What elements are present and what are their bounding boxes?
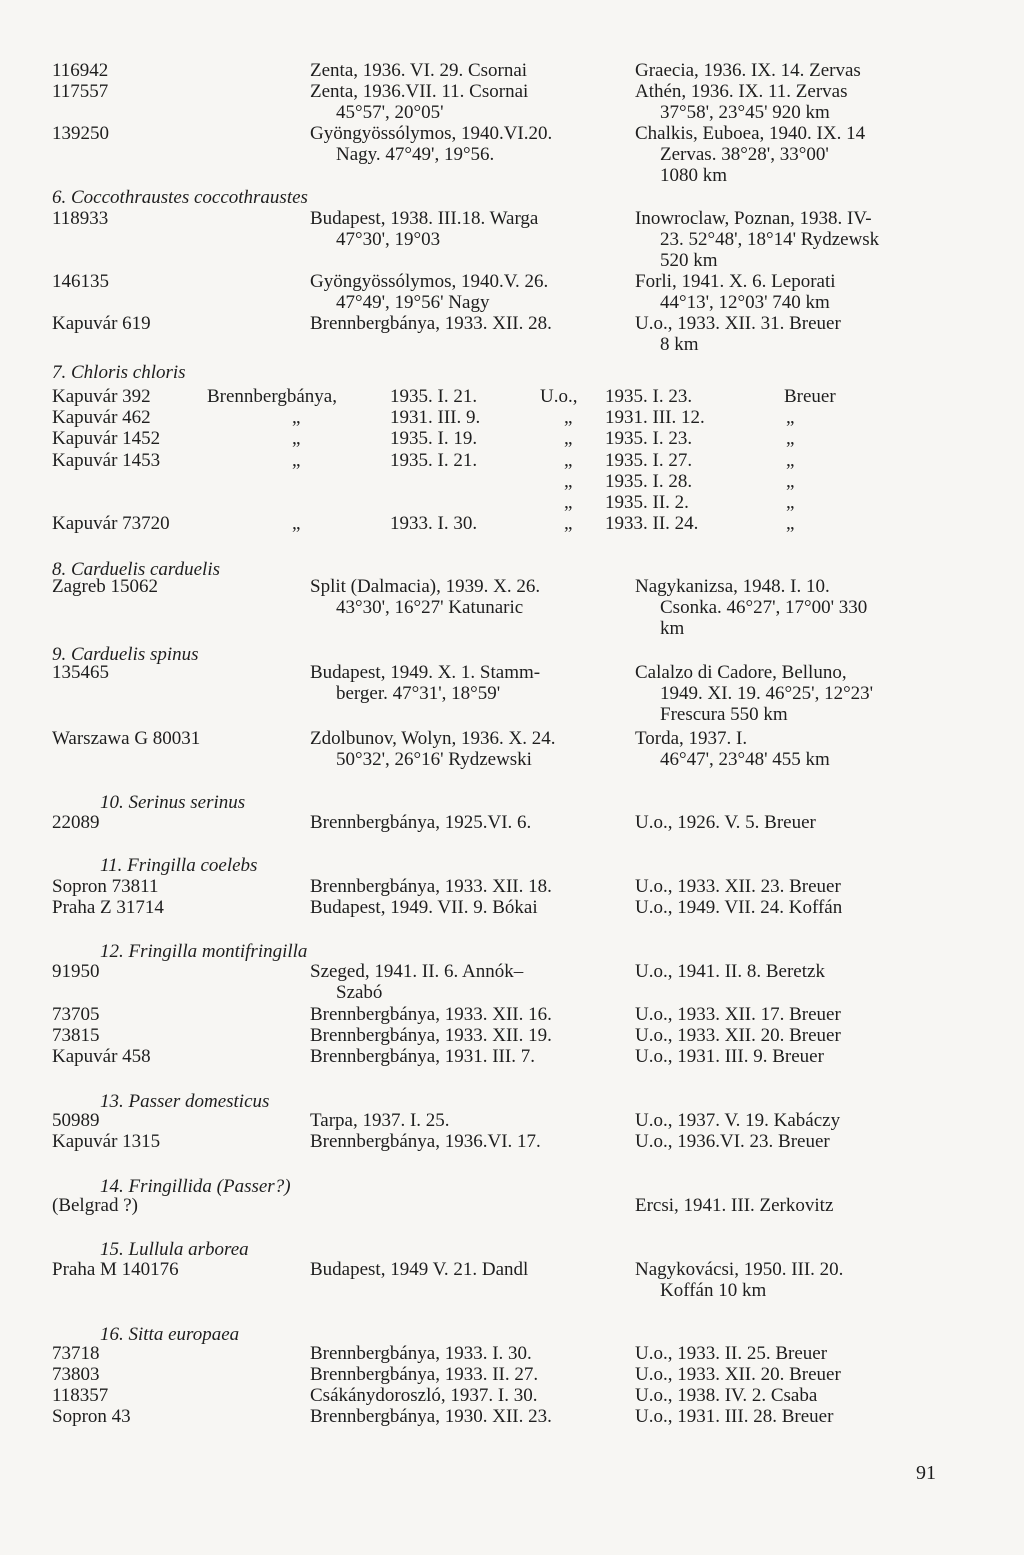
cell-obs: „ (786, 492, 795, 513)
ringing-place-date: Gyöngyössólymos, 1940.V. 26. (310, 271, 549, 292)
cell-ring: Kapuvár 1453 (52, 450, 161, 471)
ringing-place-date: 43°30', 16°27' Katunaric (336, 597, 524, 618)
record-row (0, 1259, 1024, 1280)
ring-number: 22089 (52, 812, 100, 833)
cell-place: „ (292, 513, 301, 534)
species-header (52, 187, 308, 208)
cell-obs: „ (786, 471, 795, 492)
cell-rplace: „ (564, 450, 573, 471)
cell-obs: „ (786, 450, 795, 471)
record-row (0, 513, 1024, 534)
ringing-place-date: Nagy. 47°49', 19°56. (336, 144, 495, 165)
cell-date: 1935. I. 19. (390, 428, 478, 449)
ring-number: 73718 (52, 1343, 100, 1364)
species-header (100, 1239, 249, 1260)
record-row (0, 428, 1024, 449)
ringing-place-date: Budapest, 1949. X. 1. Stamm- (310, 662, 541, 683)
ring-number: 50989 (52, 1110, 100, 1131)
cell-date: 1935. I. 21. (390, 450, 478, 471)
record-row (0, 1280, 1024, 1301)
ringing-place-date: Brennbergbánya, 1936.VI. 17. (310, 1131, 541, 1152)
cell-place: „ (292, 428, 301, 449)
species-number: 10. (100, 792, 124, 813)
ringing-place-date: Tarpa, 1937. I. 25. (310, 1110, 450, 1131)
recovery-place-date: Torda, 1937. I. (635, 728, 748, 749)
record-row (0, 961, 1024, 982)
cell-rdate: 1931. III. 12. (605, 407, 705, 428)
record-row (0, 60, 1024, 81)
record-row (0, 1343, 1024, 1364)
recovery-place-date: U.o., 1931. III. 28. Breuer (635, 1406, 834, 1427)
recovery-place-date: U.o., 1933. XII. 31. Breuer (635, 313, 841, 334)
ringing-place-date: Split (Dalmacia), 1939. X. 26. (310, 576, 541, 597)
species-number: 12. (100, 941, 124, 962)
recovery-place-date: U.o., 1949. VII. 24. Koffán (635, 897, 843, 918)
recovery-place-date: Forli, 1941. X. 6. Leporati (635, 271, 836, 292)
species-number: 6. (52, 187, 67, 208)
ringing-place-date: Csákánydoroszló, 1937. I. 30. (310, 1385, 538, 1406)
species-name: Sitta europaea (128, 1324, 240, 1345)
record-row (0, 662, 1024, 683)
ring-number: 135465 (52, 662, 109, 683)
recovery-place-date: U.o., 1926. V. 5. Breuer (635, 812, 816, 833)
species-number: 16. (100, 1324, 124, 1345)
record-row (0, 471, 1024, 492)
ring-number: Kapuvár 1315 (52, 1131, 161, 1152)
ringing-place-date: Budapest, 1949. VII. 9. Bókai (310, 897, 538, 918)
ring-number: 73815 (52, 1025, 100, 1046)
cell-ring: Kapuvár 392 (52, 386, 151, 407)
record-row (0, 1131, 1024, 1152)
record-row (0, 1406, 1024, 1427)
record-row (0, 812, 1024, 833)
record-row (0, 1004, 1024, 1025)
recovery-place-date: Calalzo di Cadore, Belluno, (635, 662, 847, 683)
ring-number: 117557 (52, 81, 109, 102)
cell-date: 1931. III. 9. (390, 407, 481, 428)
species-header (52, 362, 186, 383)
ring-number: Warszawa G 80031 (52, 728, 201, 749)
species-header (100, 855, 257, 876)
ring-number: 91950 (52, 961, 100, 982)
record-row (0, 683, 1024, 704)
cell-obs: Breuer (784, 386, 836, 407)
cell-rplace: „ (564, 428, 573, 449)
record-row (0, 208, 1024, 229)
recovery-place-date: Koffán 10 km (660, 1280, 767, 1301)
ringing-place-date: Zenta, 1936.VII. 11. Csornai (310, 81, 529, 102)
species-name: Lullula arborea (128, 1239, 249, 1260)
ringing-place-date: Brennbergbánya, 1931. III. 7. (310, 1046, 535, 1067)
ringing-place-date: Budapest, 1949 V. 21. Dandl (310, 1259, 529, 1280)
ringing-place-date: Brennbergbánya, 1933. XII. 16. (310, 1004, 552, 1025)
ring-number: 139250 (52, 123, 109, 144)
ring-number: 73705 (52, 1004, 100, 1025)
cell-rdate: 1935. I. 23. (605, 386, 693, 407)
record-row (0, 450, 1024, 471)
ring-number: Sopron 43 (52, 1406, 131, 1427)
species-name: Coccothraustes coccothraustes (71, 187, 308, 208)
species-header (100, 792, 245, 813)
recovery-place-date: 520 km (660, 250, 718, 271)
record-row (0, 1385, 1024, 1406)
record-row (0, 165, 1024, 186)
recovery-place-date: 1949. XI. 19. 46°25', 12°23' (660, 683, 874, 704)
species-header (52, 644, 199, 665)
record-row (0, 1364, 1024, 1385)
record-row (0, 102, 1024, 123)
record-row (0, 334, 1024, 355)
cell-obs: „ (786, 428, 795, 449)
ring-number: 73803 (52, 1364, 100, 1385)
ring-number: 118357 (52, 1385, 109, 1406)
record-row (0, 597, 1024, 618)
species-number: 8. (52, 559, 67, 580)
ring-number: 116942 (52, 60, 109, 81)
record-row (0, 250, 1024, 271)
cell-ring: Kapuvár 1452 (52, 428, 161, 449)
ringing-place-date: 50°32', 26°16' Rydzewski (336, 749, 532, 770)
ring-number: Praha M 140176 (52, 1259, 179, 1280)
recovery-place-date: U.o., 1933. II. 25. Breuer (635, 1343, 828, 1364)
recovery-place-date: U.o., 1933. XII. 23. Breuer (635, 876, 841, 897)
recovery-place-date: Ercsi, 1941. III. Zerkovitz (635, 1195, 834, 1216)
ring-number: 146135 (52, 271, 109, 292)
page-number: 91 (916, 1462, 936, 1484)
cell-date: 1935. I. 21. (390, 386, 478, 407)
ringing-place-date: Brennbergbánya, 1933. XII. 28. (310, 313, 552, 334)
cell-ring: Kapuvár 73720 (52, 513, 170, 534)
recovery-place-date: Athén, 1936. IX. 11. Zervas (635, 81, 848, 102)
ringing-place-date: Budapest, 1938. III.18. Warga (310, 208, 539, 229)
cell-obs: „ (786, 513, 795, 534)
species-name: Fringilla coelebs (127, 855, 258, 876)
cell-rplace: „ (564, 471, 573, 492)
ring-number: Praha Z 31714 (52, 897, 164, 918)
record-row (0, 1110, 1024, 1131)
recovery-place-date: 8 km (660, 334, 699, 355)
ringing-place-date: berger. 47°31', 18°59' (336, 683, 501, 704)
cell-place: Brennbergbánya, (207, 386, 337, 407)
recovery-place-date: U.o., 1936.VI. 23. Breuer (635, 1131, 830, 1152)
record-row (0, 313, 1024, 334)
species-header (100, 1324, 239, 1345)
ring-number: 118933 (52, 208, 109, 229)
ringing-place-date: 45°57', 20°05' (336, 102, 444, 123)
ringing-place-date: Szabó (336, 982, 383, 1003)
cell-place: „ (292, 450, 301, 471)
record-row (0, 123, 1024, 144)
ringing-place-date: Szeged, 1941. II. 6. Annók– (310, 961, 524, 982)
species-name: Chloris chloris (71, 362, 186, 383)
record-row (0, 876, 1024, 897)
ringing-place-date: Zdolbunov, Wolyn, 1936. X. 24. (310, 728, 556, 749)
record-row (0, 704, 1024, 725)
ring-number: (Belgrad ?) (52, 1195, 138, 1216)
ringing-place-date: Brennbergbánya, 1933. XII. 19. (310, 1025, 552, 1046)
recovery-place-date: U.o., 1941. II. 8. Beretzk (635, 961, 825, 982)
species-number: 9. (52, 644, 67, 665)
ringing-place-date: Brennbergbánya, 1933. XII. 18. (310, 876, 552, 897)
recovery-place-date: U.o., 1931. III. 9. Breuer (635, 1046, 824, 1067)
recovery-place-date: Inowroclaw, Poznan, 1938. IV- (635, 208, 872, 229)
ring-number: Zagreb 15062 (52, 576, 159, 597)
species-name: Passer domesticus (128, 1091, 270, 1112)
recovery-place-date: U.o., 1937. V. 19. Kabáczy (635, 1110, 841, 1131)
recovery-place-date: Nagykanizsa, 1948. I. 10. (635, 576, 830, 597)
ringing-place-date: Gyöngyössólymos, 1940.VI.20. (310, 123, 553, 144)
ring-number: Sopron 73811 (52, 876, 159, 897)
record-row (0, 1025, 1024, 1046)
ringing-place-date: Zenta, 1936. VI. 29. Csornai (310, 60, 528, 81)
species-number: 7. (52, 362, 67, 383)
record-row (0, 897, 1024, 918)
cell-rdate: 1935. I. 23. (605, 428, 693, 449)
record-row (0, 144, 1024, 165)
recovery-place-date: 1080 km (660, 165, 728, 186)
recovery-place-date: 46°47', 23°48' 455 km (660, 749, 830, 770)
record-row (0, 749, 1024, 770)
cell-rdate: 1935. II. 2. (605, 492, 689, 513)
cell-rplace: „ (564, 407, 573, 428)
species-number: 13. (100, 1091, 124, 1112)
record-row (0, 407, 1024, 428)
record-row (0, 728, 1024, 749)
species-header (100, 941, 307, 962)
species-header (52, 559, 220, 580)
ringing-place-date: Brennbergbánya, 1930. XII. 23. (310, 1406, 552, 1427)
recovery-place-date: U.o., 1933. XII. 20. Breuer (635, 1025, 841, 1046)
recovery-place-date: 37°58', 23°45' 920 km (660, 102, 830, 123)
record-row (0, 229, 1024, 250)
record-row (0, 81, 1024, 102)
cell-place: „ (292, 407, 301, 428)
record-row (0, 1195, 1024, 1216)
cell-rplace: U.o., (540, 386, 578, 407)
record-row (0, 292, 1024, 313)
ringing-place-date: Brennbergbánya, 1933. I. 30. (310, 1343, 532, 1364)
ringing-place-date: Brennbergbánya, 1925.VI. 6. (310, 812, 532, 833)
record-row (0, 618, 1024, 639)
recovery-place-date: km (660, 618, 685, 639)
recovery-place-date: Zervas. 38°28', 33°00' (660, 144, 829, 165)
cell-ring: Kapuvár 462 (52, 407, 151, 428)
species-name: Fringillida (Passer?) (128, 1176, 291, 1197)
species-number: 15. (100, 1239, 124, 1260)
recovery-place-date: Nagykovácsi, 1950. III. 20. (635, 1259, 844, 1280)
recovery-place-date: Csonka. 46°27', 17°00' 330 (660, 597, 868, 618)
cell-rdate: 1935. I. 28. (605, 471, 693, 492)
ringing-place-date: 47°30', 19°03 (336, 229, 441, 250)
species-header (100, 1091, 269, 1112)
ring-number: Kapuvár 458 (52, 1046, 151, 1067)
ringing-place-date: Brennbergbánya, 1933. II. 27. (310, 1364, 539, 1385)
species-number: 11. (100, 855, 123, 876)
recovery-place-date: U.o., 1933. XII. 17. Breuer (635, 1004, 841, 1025)
cell-obs: „ (786, 407, 795, 428)
recovery-place-date: Graecia, 1936. IX. 14. Zervas (635, 60, 861, 81)
cell-date: 1933. I. 30. (390, 513, 478, 534)
recovery-place-date: Chalkis, Euboea, 1940. IX. 14 (635, 123, 866, 144)
species-name: Carduelis spinus (71, 644, 199, 665)
record-row (0, 271, 1024, 292)
recovery-place-date: U.o., 1933. XII. 20. Breuer (635, 1364, 841, 1385)
recovery-place-date: 44°13', 12°03' 740 km (660, 292, 830, 313)
species-header (100, 1176, 291, 1197)
record-row (0, 386, 1024, 407)
record-row (0, 1046, 1024, 1067)
recovery-place-date: Frescura 550 km (660, 704, 788, 725)
record-row (0, 492, 1024, 513)
cell-rdate: 1933. II. 24. (605, 513, 699, 534)
recovery-place-date: U.o., 1938. IV. 2. Csaba (635, 1385, 818, 1406)
cell-rplace: „ (564, 492, 573, 513)
cell-rdate: 1935. I. 27. (605, 450, 693, 471)
species-name: Fringilla montifringilla (128, 941, 308, 962)
ring-number: Kapuvár 619 (52, 313, 151, 334)
ringing-place-date: 47°49', 19°56' Nagy (336, 292, 490, 313)
record-row (0, 982, 1024, 1003)
species-name: Carduelis carduelis (71, 559, 221, 580)
recovery-place-date: 23. 52°48', 18°14' Rydzewsk (660, 229, 880, 250)
cell-rplace: „ (564, 513, 573, 534)
species-name: Serinus serinus (128, 792, 246, 813)
species-number: 14. (100, 1176, 124, 1197)
